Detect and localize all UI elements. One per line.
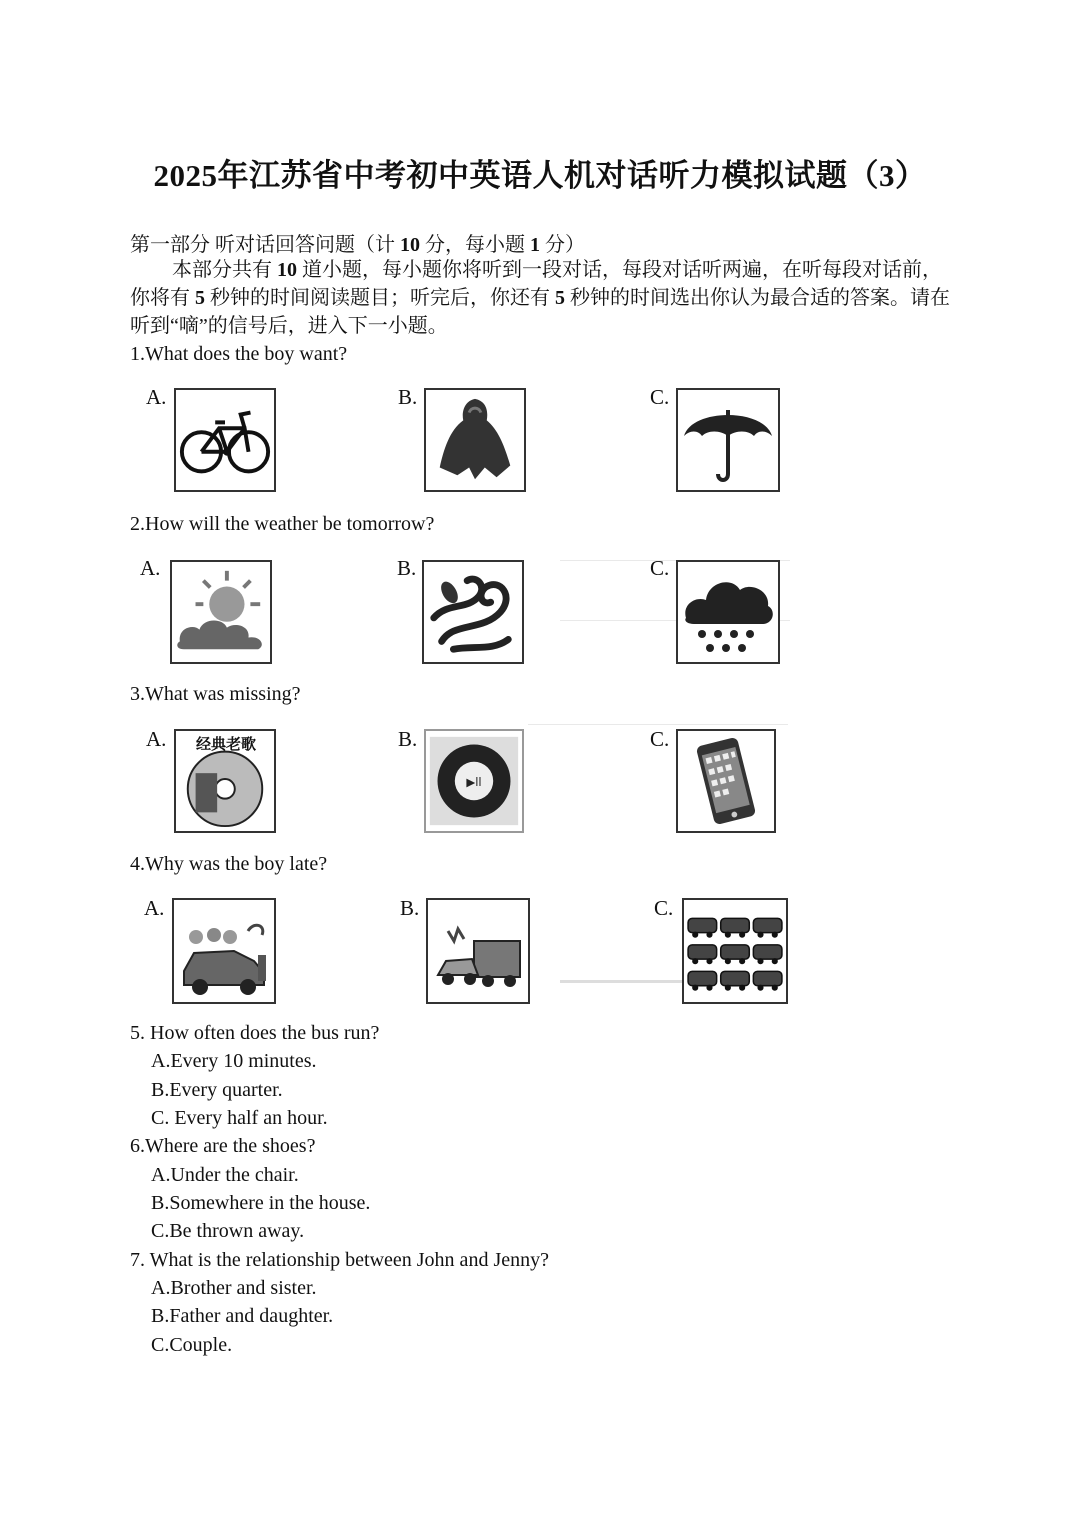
- car-breakdown-icon: [174, 900, 274, 1002]
- option-b-label: B.: [398, 727, 418, 751]
- question-1: 1.What does the boy want?: [130, 343, 348, 365]
- svg-text:▶ll: ▶ll: [466, 774, 482, 789]
- question-7: 7. What is the relationship between John and Jenny?: [130, 1249, 549, 1271]
- option-a-label: A.: [140, 556, 161, 580]
- option-c-picture[interactable]: [676, 388, 780, 492]
- mp3-player-icon: [426, 731, 522, 831]
- option-b-picture[interactable]: [424, 388, 526, 492]
- option-b[interactable]: B.Every quarter.: [151, 1079, 283, 1101]
- option-c-label: C.: [650, 727, 670, 751]
- question-6: 6.Where are the shoes?: [130, 1135, 316, 1157]
- option-b[interactable]: B.Father and daughter.: [151, 1305, 334, 1327]
- option-b[interactable]: B.Somewhere in the house.: [151, 1192, 371, 1214]
- windy-icon: [424, 562, 522, 662]
- option-a-picture[interactable]: [172, 898, 276, 1004]
- option-b-label: B.: [397, 556, 417, 580]
- option-c-label: C.: [650, 556, 670, 580]
- cd-title: 经典老歌: [195, 737, 256, 753]
- option-c-label: C.: [650, 385, 670, 409]
- option-c[interactable]: C.Couple.: [151, 1334, 233, 1356]
- smartphone-icon: [678, 731, 774, 831]
- option-a-label: A.: [144, 896, 165, 920]
- question-1-options: [0, 385, 1080, 505]
- question-3-options: [0, 727, 1080, 847]
- option-c[interactable]: C. Every half an hour.: [151, 1107, 328, 1129]
- option-b-picture[interactable]: [426, 898, 530, 1004]
- option-c[interactable]: C.Be thrown away.: [151, 1220, 305, 1242]
- partly-cloudy-icon: [172, 562, 270, 662]
- bicycle-icon: [176, 390, 274, 490]
- option-c-picture[interactable]: [676, 560, 780, 664]
- option-c-label: C.: [654, 896, 674, 920]
- question-2-options: [0, 556, 1080, 676]
- option-a-picture[interactable]: [174, 729, 276, 833]
- question-4: 4.Why was the boy late?: [130, 853, 328, 875]
- option-a-picture[interactable]: [170, 560, 272, 664]
- accident-icon: [428, 900, 528, 1002]
- rain-cloud-icon: [678, 562, 778, 662]
- section-instructions: 本部分共有 10 道小题，每小题你将听到一段对话，每段对话听两遍，在听每段对话前，你将有 5 秒钟的时间阅读题目；听完后，你还有 5 秒钟的时间选出你认为最合适的答案。请在听到“嘀”的信号后，进入下一小题。: [130, 259, 950, 337]
- option-a-label: A.: [146, 385, 167, 409]
- umbrella-icon: [678, 390, 778, 490]
- question-3: 3.What was missing?: [130, 683, 301, 705]
- section-heading: 第一部分 听对话回答问题（计 10 分，每小题 1 分）: [130, 234, 585, 256]
- option-c-picture[interactable]: [676, 729, 776, 833]
- option-b-picture[interactable]: [424, 729, 524, 833]
- option-b-label: B.: [400, 896, 420, 920]
- traffic-jam-icon: [684, 900, 786, 1002]
- option-a-picture[interactable]: [174, 388, 276, 492]
- page-title: 2025年江苏省中考初中英语人机对话听力模拟试题（3）: [153, 158, 927, 193]
- option-c-picture[interactable]: [682, 898, 788, 1004]
- raincoat-icon: [426, 390, 524, 490]
- bleed-through-line: [528, 724, 788, 725]
- question-2: 2.How will the weather be tomorrow?: [130, 513, 435, 535]
- option-a[interactable]: A.Every 10 minutes.: [151, 1050, 317, 1072]
- option-b-label: B.: [398, 385, 418, 409]
- option-a[interactable]: A.Under the chair.: [151, 1164, 299, 1186]
- option-a[interactable]: A.Brother and sister.: [151, 1277, 317, 1299]
- question-5: 5. How often does the bus run?: [130, 1022, 380, 1044]
- option-a-label: A.: [146, 727, 167, 751]
- question-4-options: [0, 896, 1080, 1016]
- option-b-picture[interactable]: [422, 560, 524, 664]
